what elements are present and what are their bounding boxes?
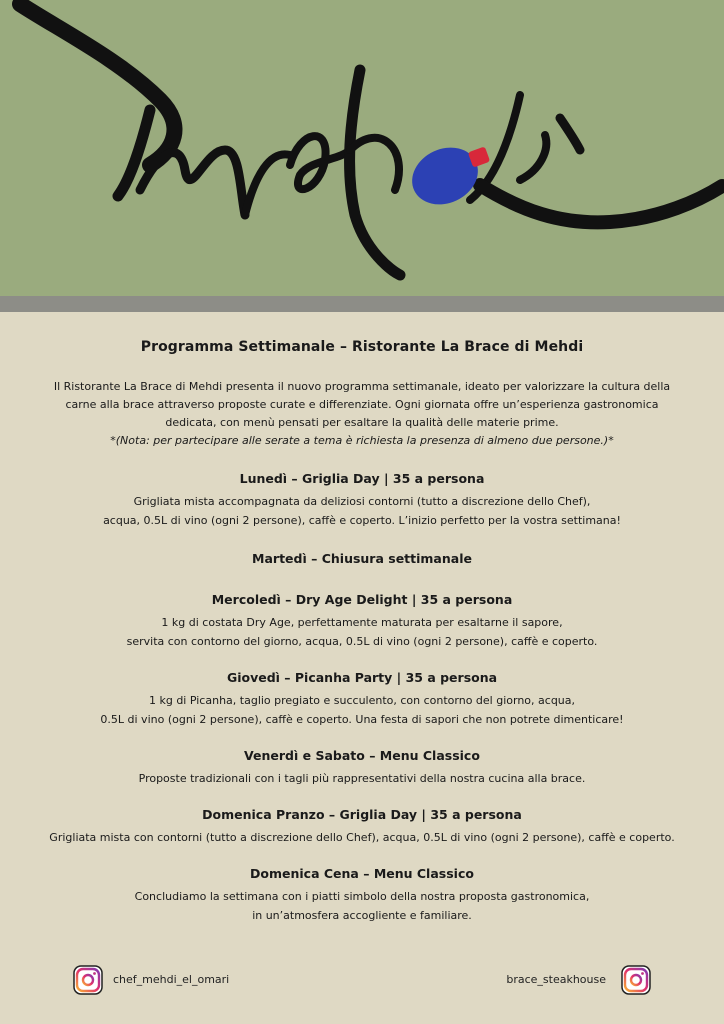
page-title: Programma Settimanale – Ristorante La Brace di Mehdi	[140, 339, 584, 355]
day-wednesday	[20, 591, 704, 651]
intro-note: *(Nota: per partecipare alle serate a tema è richiesta la presenza di almeno due persone.)*	[110, 434, 614, 447]
mehdi-logo	[0, 0, 724, 296]
day-heading: Martedì – Chiusura settimanale	[252, 551, 472, 566]
day-line: 1 kg di costata Dry Age, perfettamente maturata per esaltarne il sapore,	[161, 616, 563, 629]
day-line: 0.5L di vino (ogni 2 persone), caffè e coperto. Una festa di sapori che non potrete dimenticare!	[100, 713, 624, 726]
instagram-icon[interactable]	[73, 965, 103, 995]
instagram-icon[interactable]	[621, 965, 651, 995]
day-line: Concludiamo la settimana con i piatti simbolo della nostra proposta gastronomica,	[134, 890, 590, 903]
day-description	[20, 492, 704, 530]
day-heading: Venerdì e Sabato – Menu Classico	[244, 748, 480, 763]
day-line: Grigliata mista accompagnata da deliziosi contorni (tutto a discrezione dello Chef),	[133, 495, 591, 508]
intro-line: dedicata, con menù pensati per esaltare la qualità delle materie prime.	[165, 416, 559, 429]
footer	[0, 964, 724, 996]
day-line: Proposte tradizionali con i tagli più rappresentativi della nostra cucina alla brace.	[138, 772, 586, 785]
day-heading: Lunedì – Griglia Day | 35 a persona	[239, 471, 485, 486]
day-description	[20, 828, 704, 847]
day-sunday-lunch	[20, 806, 704, 847]
day-description	[20, 613, 704, 651]
instagram-handle-left[interactable]: chef_mehdi_el_omari	[113, 973, 230, 986]
day-heading: Giovedì – Picanha Party | 35 a persona	[226, 670, 498, 685]
day-heading: Mercoledì – Dry Age Delight | 35 a persona	[211, 592, 513, 607]
day-line: in un’atmosfera accogliente e familiare.	[252, 909, 472, 922]
day-description	[20, 769, 704, 788]
day-line: servita con contorno del giorno, acqua, 0.5L di vino (ogni 2 persone), caffè e coperto.	[126, 635, 598, 648]
day-description	[20, 691, 704, 729]
day-line: 1 kg di Picanha, taglio pregiato e succulento, con contorno del giorno, acqua,	[148, 694, 576, 707]
day-sunday-dinner	[20, 865, 704, 925]
day-monday	[20, 470, 704, 530]
instagram-handle-right[interactable]: brace_steakhouse	[506, 973, 606, 986]
intro-line: Il Ristorante La Brace di Mehdi presenta il nuovo programma settimanale, ideato per valorizzare la cultura della	[53, 380, 671, 393]
day-tuesday	[20, 550, 704, 568]
day-line: Grigliata mista con contorni (tutto a discrezione dello Chef), acqua, 0.5L di vino (ogni 2 persone), caffè e coperto.	[49, 831, 675, 844]
day-description	[20, 887, 704, 925]
intro-line: carne alla brace attraverso proposte curate e differenziate. Ogni giornata offre un’esperienza gastronomica	[65, 398, 659, 411]
header-banner	[0, 0, 724, 296]
day-line: acqua, 0.5L di vino (ogni 2 persone), caffè e coperto. L’inizio perfetto per la vostra settimana!	[103, 514, 621, 527]
day-heading: Domenica Pranzo – Griglia Day | 35 a persona	[202, 807, 522, 822]
day-heading: Domenica Cena – Menu Classico	[250, 866, 474, 881]
day-thursday	[20, 669, 704, 729]
day-friday-saturday	[20, 747, 704, 788]
intro-paragraph	[40, 378, 684, 450]
header-divider	[0, 296, 724, 312]
